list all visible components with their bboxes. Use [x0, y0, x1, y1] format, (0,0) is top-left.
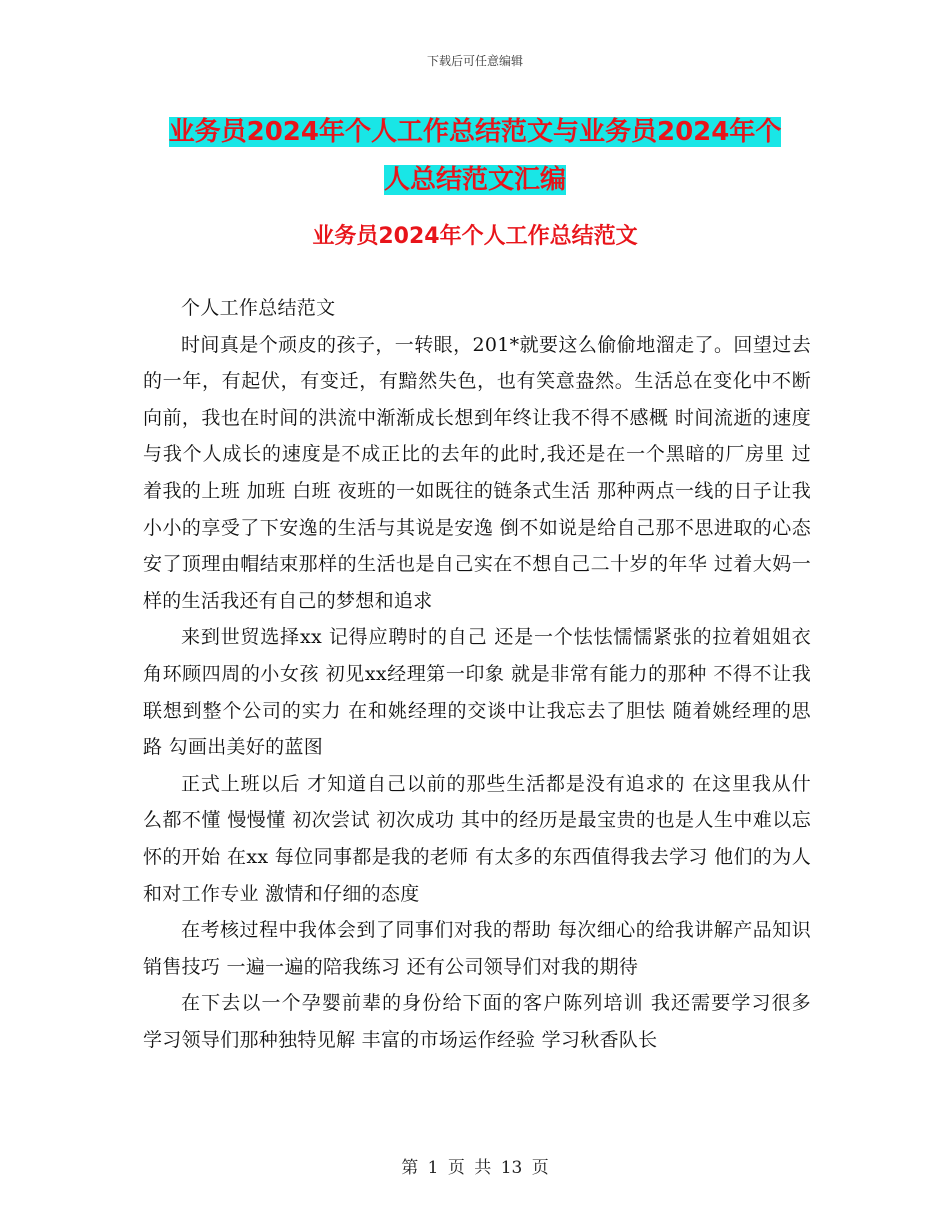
document-body [143, 290, 811, 1058]
paragraph: 正式上班以后 才知道自己以前的那些生活都是没有追求的 在这里我从什么都不懂 慢慢懂 初次尝试 初次成功 其中的经历是最宝贵的也是人生中难以忘怀的开始 在xx 每位同事都是我的老师 有太多的东西值得我去学习 他们的为人 和对工作专业 激情和仔细的态度 [143, 772, 811, 905]
paragraph: 个人工作总结范文 [181, 297, 336, 319]
paragraph: 时间真是个顽皮的孩子，一转眼，201*就要这么偷偷地溜走了。回望过去的一年，有起伏，有变迁，有黯然失色，也有笑意盎然。生活总在变化中不断向前，我也在时间的洪流中渐渐成长想到年终让我不得不感概 时间流逝的速度与我个人成长的速度是不成正比的去年的此时,我还是在一个黑暗的厂房里 过着我的上班 加班 白班 夜班的一如既往的链条式生活 那种两点一线的日子让我小小的享受了下安逸的生活与其说是安逸 倒不如说是给自己那不思进取的心态安了顶理由帽结束那样的生活也是自己实在不想自己二十岁的年华 过着大妈一样的生活我还有自己的梦想和追求 [143, 333, 811, 612]
section-title: 业务员2024年个人工作总结范文 [312, 224, 638, 249]
page-number: 第 1 页 共 13 页 [401, 1158, 549, 1178]
document-title [140, 108, 810, 204]
paragraph: 在下去以一个孕婴前辈的身份给下面的客户陈列培训 我还需要学习很多 学习领导们那种独特见解 丰富的市场运作经验 学习秋香队长 [143, 992, 811, 1051]
document-title-line2: 人总结范文汇编 [383, 165, 566, 195]
document-title-line1: 业务员2024年个人工作总结范文与业务员2024年个 [168, 117, 782, 147]
paragraph: 在考核过程中我体会到了同事们对我的帮助 每次细心的给我讲解产品知识销售技巧 一遍一遍的陪我练习 还有公司领导们对我的期待 [143, 919, 811, 978]
paragraph: 来到世贸选择xx 记得应聘时的自己 还是一个怯怯懦懦紧张的拉着姐姐衣角环顾四周的小女孩 初见xx经理第一印象 就是非常有能力的那种 不得不让我联想到整个公司的实力 在和姚经理的交谈中让我忘去了胆怯 随着姚经理的思路 勾画出美好的蓝图 [143, 626, 811, 759]
header-note: 下载后可任意编辑 [426, 54, 523, 68]
